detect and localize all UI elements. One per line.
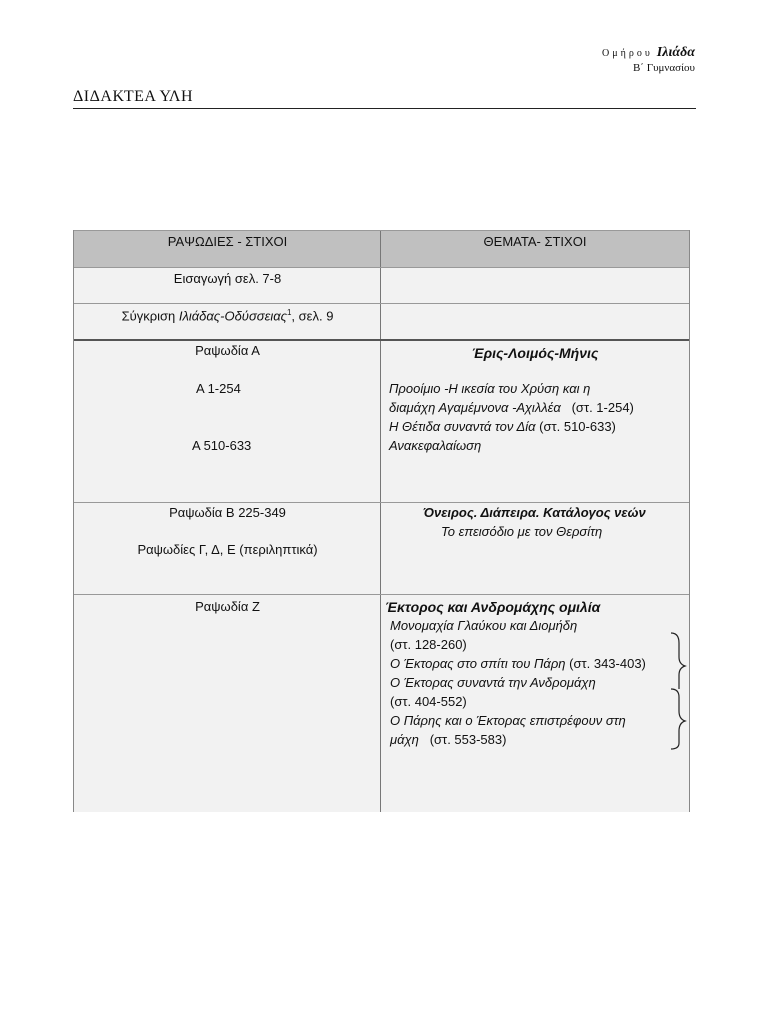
table-row [74, 594, 689, 812]
table-row [74, 267, 689, 303]
topic-line [389, 419, 616, 434]
document-header [602, 44, 695, 76]
table-cell [74, 503, 381, 594]
table-cell [74, 304, 381, 339]
topic-line [390, 656, 646, 671]
rhapsody-summary: Ραψωδίες Γ, Δ, Ε (περιληπτικά) [137, 542, 318, 557]
rhapsody-label: Ραψωδία Ζ [195, 599, 260, 614]
topic-title: Όνειρος. Διάπειρα. Κατάλογος νεών [423, 505, 646, 520]
topic-line [390, 732, 506, 747]
comparison-pre: Σύγκριση [121, 308, 179, 324]
rhapsody-label: Ραψωδία Β 225-349 [169, 505, 286, 520]
verse-ref: (στ. 1-254) [571, 400, 634, 415]
topic-title: Έρις-Λοιμός-Μήνις [471, 345, 599, 361]
header-class: Β΄ Γυμνασίου [632, 62, 695, 74]
table-row [74, 303, 689, 339]
table-cell [381, 503, 689, 594]
table-row [74, 339, 689, 502]
table-cell [381, 595, 689, 812]
topic-italic: Προοίμιο -Η ικεσία του Χρύση και η [389, 381, 591, 396]
topic-line [390, 713, 626, 728]
topic-line [390, 637, 467, 652]
topic-line [389, 400, 634, 415]
topic-italic: Μονομαχία Γλαύκου και Διομήδη [390, 618, 578, 633]
verse-ref: (στ. 128-260) [390, 637, 467, 652]
topic-italic: Ο Πάρης και ο Έκτορας επιστρέφουν στη [390, 713, 626, 728]
verse-ref: (στ. 404-552) [390, 694, 467, 709]
page-title: ΔΙΔΑΚΤΕΑ ΥΛΗ [73, 88, 696, 109]
footnote-marker: 1 [286, 308, 292, 317]
table-cell [74, 341, 381, 502]
topic-italic: μάχη [390, 732, 419, 747]
topic-title: Έκτορος και Ανδρομάχης ομιλία [385, 599, 601, 615]
table-cell [74, 595, 381, 812]
topic-italic: Η Θέτιδα συναντά τον Δία [389, 419, 536, 434]
syllabus-table [73, 230, 690, 812]
comparison-italic: Ιλιάδας-Οδύσσειας [178, 308, 287, 324]
table-cell [381, 268, 689, 303]
comparison-post: , σελ. 9 [291, 308, 334, 324]
column-header-left [74, 231, 381, 267]
column-header-right-label: ΘΕΜΑΤΑ- ΣΤΙΧΟΙ [483, 234, 587, 249]
verse-range: Α 510-633 [192, 438, 252, 453]
topic-italic: Ο Έκτορας συναντά την Ανδρομάχη [390, 675, 596, 690]
topic-italic: Το επεισόδιο με τον Θερσίτη [441, 524, 603, 539]
verse-ref: (στ. 510-633) [539, 419, 616, 434]
topic-line [389, 381, 590, 396]
topic-italic: Ο Έκτορας στο σπίτι του Πάρη [390, 656, 566, 671]
table-header-row [74, 230, 689, 267]
topic-line [389, 438, 481, 453]
table-cell [381, 341, 689, 502]
header-title: Ιλιάδα [656, 45, 695, 60]
column-header-left-label: ΡΑΨΩΔΙΕΣ - ΣΤΙΧΟΙ [167, 234, 288, 249]
column-header-right [381, 231, 689, 267]
table-cell [381, 304, 689, 339]
topic-line [390, 618, 577, 633]
brace-icon [669, 631, 689, 781]
header-title-line [602, 44, 695, 61]
table-row [74, 502, 689, 594]
intro-text: Εισαγωγή σελ. 7-8 [173, 271, 282, 286]
topic-line [390, 694, 467, 709]
comparison-text [74, 308, 381, 323]
header-author: Ομήρου [602, 48, 653, 59]
verse-ref: (στ. 343-403) [569, 656, 646, 671]
topic-line [390, 675, 596, 690]
table-cell [74, 268, 381, 303]
verse-range: Α 1-254 [196, 381, 241, 396]
verse-ref: (στ. 553-583) [429, 732, 507, 747]
rhapsody-label: Ραψωδία Α [195, 343, 260, 358]
topic-italic: Ανακεφαλαίωση [389, 438, 482, 453]
topic-italic: διαμάχη Αγαμέμνονα -Αχιλλέα [389, 400, 561, 415]
